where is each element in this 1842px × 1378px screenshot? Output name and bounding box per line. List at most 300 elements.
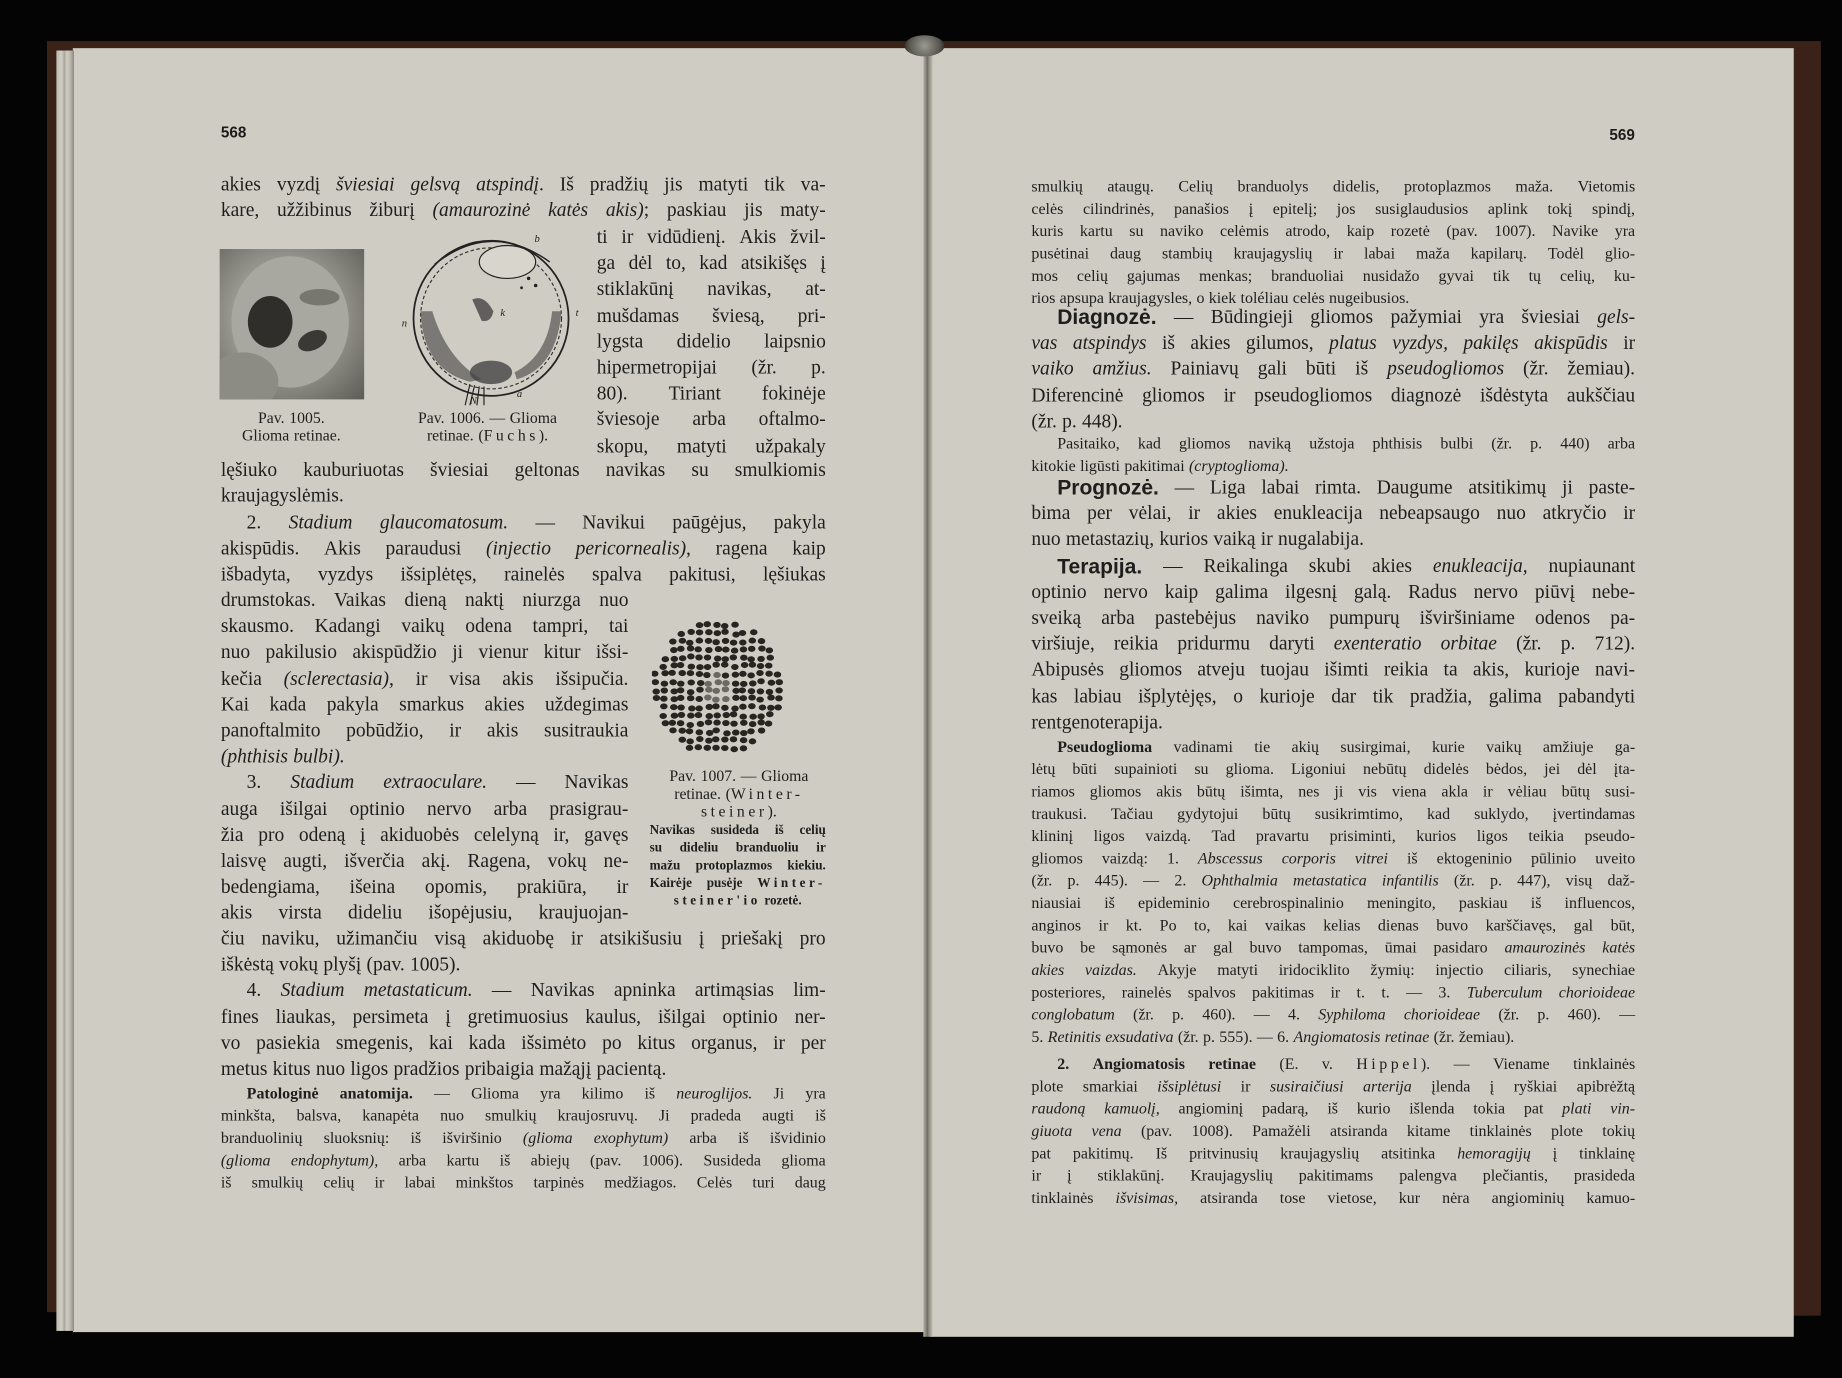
word xyxy=(1119,657,1182,683)
run: celių xyxy=(1076,266,1108,285)
word xyxy=(1107,175,1154,197)
word xyxy=(669,381,721,407)
word xyxy=(1392,780,1427,802)
run: abiejų xyxy=(530,1151,570,1169)
run: gal xyxy=(1573,916,1594,934)
run: hipermetropijai xyxy=(596,355,717,379)
word xyxy=(597,303,679,329)
word xyxy=(1574,914,1594,936)
run: — xyxy=(1619,1005,1636,1024)
word xyxy=(430,457,488,483)
word xyxy=(380,510,508,536)
cell-nucleus xyxy=(679,638,687,644)
run: p. xyxy=(1203,1027,1215,1046)
word xyxy=(1408,579,1457,605)
word xyxy=(1611,914,1635,936)
run: 1007). xyxy=(1494,222,1536,240)
run: Tiriant xyxy=(668,381,721,405)
word xyxy=(1614,758,1635,780)
word xyxy=(1416,825,1456,847)
run: kurie xyxy=(1431,737,1465,756)
word xyxy=(1077,264,1108,286)
word xyxy=(781,1149,825,1171)
run: kaip xyxy=(792,537,826,560)
word xyxy=(467,848,530,874)
cell-nucleus xyxy=(695,654,703,660)
word xyxy=(691,1030,757,1056)
run: iš xyxy=(1530,893,1542,912)
word xyxy=(221,1004,259,1030)
run: naviką xyxy=(1248,434,1292,453)
word xyxy=(1067,869,1079,891)
cell-nucleus xyxy=(732,672,740,678)
word xyxy=(1433,553,1528,579)
run: — xyxy=(489,408,506,427)
word xyxy=(1310,304,1373,330)
cell-nucleus xyxy=(739,714,747,720)
run: Hippel xyxy=(1356,1054,1421,1073)
word xyxy=(1288,1003,1300,1025)
word xyxy=(531,978,595,1004)
word xyxy=(1553,1142,1557,1164)
figure-label-n: n xyxy=(401,317,408,329)
cell-nucleus xyxy=(740,737,748,743)
word xyxy=(1269,631,1314,657)
word xyxy=(221,198,259,224)
word xyxy=(1233,683,1243,709)
run: p. xyxy=(1489,871,1502,890)
word xyxy=(442,1127,501,1149)
run: kitus xyxy=(272,1057,311,1080)
run: (žr. xyxy=(1516,632,1542,655)
cell-nucleus xyxy=(662,720,670,726)
word xyxy=(449,666,480,692)
text-line xyxy=(221,692,629,718)
word xyxy=(1291,758,1346,780)
run: lėtų xyxy=(1031,760,1056,778)
cell-nucleus xyxy=(687,653,695,659)
word xyxy=(1213,936,1233,958)
run: (žr. xyxy=(1453,871,1475,890)
run: protoplazmos xyxy=(1404,177,1491,196)
word xyxy=(701,802,777,820)
text-line xyxy=(221,718,629,744)
run: atsikišusiu xyxy=(599,926,682,950)
run-heading: 2. xyxy=(1057,1054,1070,1073)
cell-nucleus xyxy=(721,623,729,629)
run: artimąsias xyxy=(694,978,774,1002)
word xyxy=(399,1149,426,1171)
run: — xyxy=(1174,475,1195,499)
run: pritvinusių xyxy=(1189,1144,1259,1162)
word xyxy=(1256,825,1309,847)
run: šviesoje xyxy=(596,407,660,431)
cell-nucleus xyxy=(722,686,730,692)
cell-nucleus xyxy=(705,647,713,653)
word xyxy=(1595,657,1635,683)
run: matyti xyxy=(1217,960,1259,979)
word xyxy=(1202,1003,1235,1025)
run: Vietomis xyxy=(1577,177,1636,196)
word xyxy=(1189,1142,1258,1164)
run-italic: šviesiai xyxy=(336,172,395,196)
run: viršiuje, xyxy=(1031,632,1095,655)
word xyxy=(1112,936,1167,958)
word xyxy=(1202,869,1278,891)
word xyxy=(1404,1003,1480,1025)
run: žymių: xyxy=(1370,960,1415,979)
run: iš xyxy=(1406,849,1418,867)
run: ligos xyxy=(1476,826,1508,845)
word xyxy=(1190,330,1230,356)
run: į xyxy=(445,1005,451,1028)
word xyxy=(1529,264,1541,286)
run: Liga xyxy=(1209,475,1246,499)
run: kilimo xyxy=(581,1084,624,1102)
text-line xyxy=(597,407,826,433)
run: ). xyxy=(1420,1054,1431,1073)
word xyxy=(1608,869,1635,891)
word xyxy=(1031,1164,1041,1186)
word xyxy=(1031,1075,1063,1097)
run: labai xyxy=(1261,475,1300,499)
word xyxy=(1334,631,1422,657)
run: t. xyxy=(1381,983,1390,1001)
word xyxy=(1548,197,1573,219)
run: pradžia, xyxy=(1409,684,1473,707)
run: p. xyxy=(1560,632,1576,655)
text-line xyxy=(221,198,826,224)
text-line xyxy=(1031,981,1635,1003)
word xyxy=(1163,553,1182,579)
run: yra xyxy=(1614,222,1636,240)
word xyxy=(1471,242,1527,264)
run: Celių xyxy=(1178,177,1213,196)
run: iškėstą xyxy=(220,952,274,976)
word xyxy=(1031,330,1057,356)
word xyxy=(1441,631,1497,657)
run: atsitikimų xyxy=(1468,475,1547,499)
run: išdėstyta xyxy=(1479,383,1549,406)
word xyxy=(692,407,726,433)
text-line xyxy=(1031,175,1635,197)
cell-nucleus xyxy=(696,638,704,644)
word xyxy=(1614,264,1635,286)
word xyxy=(1271,264,1344,286)
word xyxy=(1145,825,1191,847)
run: uždegimas xyxy=(545,692,629,716)
word xyxy=(738,1127,749,1149)
run: niausiai xyxy=(1031,893,1082,912)
word xyxy=(1157,1075,1221,1097)
word xyxy=(689,1127,716,1149)
run: enukleacija xyxy=(1273,501,1363,525)
run: akių xyxy=(1291,737,1320,756)
text-line xyxy=(1031,1003,1635,1025)
run: iš xyxy=(738,1128,749,1147)
word xyxy=(1031,869,1052,891)
word xyxy=(486,536,551,562)
word xyxy=(1261,527,1273,553)
run: p. xyxy=(1067,871,1080,890)
word xyxy=(800,822,826,840)
word xyxy=(712,303,765,329)
run: kaip xyxy=(1346,222,1375,240)
run: gavęs xyxy=(584,823,629,846)
cell-nucleus xyxy=(670,688,678,694)
word xyxy=(736,840,799,858)
word xyxy=(1565,892,1636,914)
run: padarą, xyxy=(1262,1099,1309,1118)
run: ir xyxy=(415,666,428,690)
run-italic: enukleacija, xyxy=(1432,553,1528,577)
word xyxy=(650,840,662,858)
word xyxy=(599,587,628,613)
word xyxy=(1066,527,1154,553)
run: naktį xyxy=(464,588,504,611)
word xyxy=(1031,1119,1072,1141)
run: nervo xyxy=(1103,580,1148,603)
run: geltonas xyxy=(514,458,580,481)
cell-nucleus xyxy=(748,688,756,694)
word xyxy=(427,426,474,444)
word xyxy=(1252,981,1314,1003)
word xyxy=(1318,1003,1385,1025)
run: — xyxy=(491,978,512,1002)
word xyxy=(739,224,776,250)
run: Fuchs xyxy=(483,426,539,445)
run: turi xyxy=(752,1173,775,1192)
run: Susideda xyxy=(703,1151,762,1169)
word xyxy=(571,926,583,952)
run: iš xyxy=(410,1128,422,1147)
word xyxy=(324,536,361,562)
run-heading: retinae xyxy=(1208,1054,1256,1073)
text-line xyxy=(1031,579,1635,605)
word xyxy=(258,822,284,848)
run-italic: (amaurozinė xyxy=(432,198,531,222)
word xyxy=(336,1030,413,1056)
word xyxy=(1219,1026,1252,1048)
word xyxy=(533,613,589,639)
word xyxy=(707,875,743,893)
figure-1006-caption xyxy=(394,409,582,444)
run: retinae. xyxy=(426,426,474,445)
cell-nucleus xyxy=(730,736,738,742)
word xyxy=(597,407,660,433)
run: išsipučia. xyxy=(555,666,629,690)
word xyxy=(1031,1186,1093,1208)
word xyxy=(296,1104,341,1126)
word xyxy=(1493,1053,1550,1075)
run: balsva, xyxy=(296,1106,342,1125)
word xyxy=(294,426,341,444)
text-line xyxy=(221,770,629,796)
word xyxy=(1093,356,1152,382)
run: ir xyxy=(1333,244,1344,262)
run: celelyną xyxy=(473,823,539,846)
run: (žr. xyxy=(1031,409,1057,432)
word xyxy=(523,1127,573,1149)
word xyxy=(1543,735,1594,757)
run: dėl xyxy=(628,251,653,274)
word xyxy=(1535,579,1575,605)
word xyxy=(1167,847,1179,869)
word xyxy=(456,1171,514,1193)
word xyxy=(1384,657,1428,683)
run-italic: amžius. xyxy=(1092,357,1152,380)
run: navi- xyxy=(1594,658,1636,681)
run: spalva xyxy=(591,563,642,586)
word xyxy=(478,639,528,665)
word xyxy=(1477,825,1508,847)
run: žvil- xyxy=(790,225,826,248)
word xyxy=(494,796,528,822)
word xyxy=(582,1082,624,1104)
run-italic: pseudogliomos xyxy=(1387,357,1505,380)
word xyxy=(590,1149,621,1171)
text-block-angiomatosis xyxy=(1031,1053,1635,1209)
word xyxy=(340,1082,413,1104)
word xyxy=(1504,959,1551,981)
word xyxy=(468,1004,569,1030)
run-italic: katės xyxy=(1602,938,1636,957)
cell-nucleus xyxy=(750,629,758,635)
run: Tad xyxy=(1211,826,1236,845)
run: glioma. xyxy=(1225,760,1274,778)
run: atveju xyxy=(1197,658,1245,681)
word xyxy=(1211,304,1293,330)
cell-nucleus xyxy=(652,671,658,677)
word xyxy=(1031,1026,1043,1048)
run: — xyxy=(535,510,555,534)
word xyxy=(1551,1119,1583,1141)
word xyxy=(1111,802,1153,824)
run: plote xyxy=(1031,1077,1064,1095)
run: būti xyxy=(1305,357,1337,380)
text-line xyxy=(221,613,629,639)
word xyxy=(1315,802,1403,824)
run: Ji xyxy=(658,1106,670,1125)
word xyxy=(1156,780,1182,802)
word xyxy=(597,329,644,355)
run: tokį xyxy=(1547,199,1573,218)
word xyxy=(1340,735,1410,757)
run: pakilusio xyxy=(265,640,337,663)
cell-nucleus xyxy=(722,672,730,678)
run: vis xyxy=(1358,782,1377,800)
text-line xyxy=(1031,432,1635,454)
text-block-intro xyxy=(221,172,826,224)
word xyxy=(680,840,719,858)
text-line xyxy=(1031,847,1635,869)
word xyxy=(1129,220,1143,242)
word xyxy=(1262,1097,1309,1119)
run-italic: Ophthalmia xyxy=(1201,871,1278,890)
text-line xyxy=(394,426,582,444)
word xyxy=(699,926,704,952)
word xyxy=(1459,1026,1514,1048)
run: influencos, xyxy=(1564,893,1636,912)
word xyxy=(1048,1026,1101,1048)
word xyxy=(221,718,321,744)
word xyxy=(1559,981,1635,1003)
word xyxy=(1103,579,1147,605)
run: maža xyxy=(1415,244,1450,262)
word xyxy=(1315,475,1361,501)
cell-nucleus xyxy=(697,721,705,727)
run: pradžių xyxy=(589,172,649,196)
word xyxy=(590,172,648,198)
cell-nucleus xyxy=(713,622,721,628)
run: buvo xyxy=(1436,916,1469,934)
word xyxy=(1602,936,1635,958)
cell-nucleus xyxy=(766,711,774,717)
run: nebūtų xyxy=(1363,760,1407,778)
word xyxy=(1213,527,1255,553)
cell-nucleus xyxy=(721,662,729,668)
word xyxy=(723,1004,778,1030)
cell-nucleus xyxy=(705,629,713,635)
cell-nucleus xyxy=(757,656,765,662)
run: opomis, xyxy=(424,875,488,898)
run: 2. xyxy=(246,510,262,534)
text-line xyxy=(1031,657,1635,683)
cell-nucleus xyxy=(757,719,765,725)
cell-nucleus xyxy=(766,647,774,653)
run: smulkių xyxy=(1031,177,1083,196)
run: fines xyxy=(220,1005,259,1028)
word xyxy=(1324,657,1368,683)
run: susideda xyxy=(710,823,759,838)
run: iš xyxy=(815,1106,826,1125)
run: akis, xyxy=(1472,658,1510,681)
left-page-edges xyxy=(56,51,74,1331)
run: Iš xyxy=(559,172,574,196)
run: gal xyxy=(1213,938,1233,957)
run: kare, xyxy=(220,198,260,222)
run: kurios xyxy=(1159,527,1209,551)
figure-1007-rosette xyxy=(652,620,785,757)
run: skausmo. xyxy=(220,614,294,637)
word xyxy=(1367,892,1436,914)
run: kitokie xyxy=(1031,456,1076,475)
run: mažąjį xyxy=(539,1057,592,1080)
word xyxy=(1424,758,1469,780)
run: Ligoniui xyxy=(1290,760,1347,778)
run: didelis, xyxy=(1332,177,1380,196)
run: kurios xyxy=(1416,826,1457,845)
word xyxy=(1217,501,1257,527)
word xyxy=(1095,869,1128,891)
run: — xyxy=(1163,553,1183,577)
word xyxy=(1171,356,1239,382)
word xyxy=(549,796,628,822)
run: į xyxy=(360,823,366,846)
run: ir, xyxy=(553,823,570,846)
word xyxy=(1282,847,1336,869)
run-italic: gelsvą xyxy=(410,172,461,196)
run-italic: (glioma xyxy=(220,1151,271,1169)
run: nusidažo xyxy=(1362,266,1420,285)
run-italic: infantilis xyxy=(1381,871,1439,890)
text-line xyxy=(1031,802,1635,824)
run-heading: Pseudoglioma xyxy=(1057,737,1153,756)
run: Navikas xyxy=(649,823,695,838)
word xyxy=(221,744,288,770)
run: vyzdį xyxy=(276,172,321,196)
cell-nucleus xyxy=(696,664,704,670)
